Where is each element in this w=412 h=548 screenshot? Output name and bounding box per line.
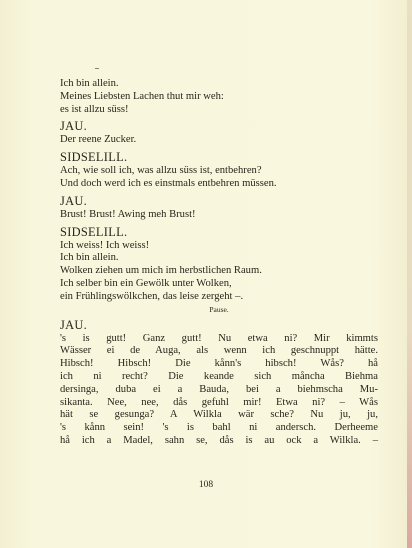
verse-line: es ist allzu süss! [60, 103, 129, 115]
speaker-name: JAU. [60, 193, 88, 208]
verse-line: Meines Liebsten Lachen thut mir weh: [60, 90, 224, 102]
verse-line: ein Frühlingswölkchen, das leise zergeht –. [60, 290, 244, 302]
verse-line: Ach, wie soll ich, was allzu süss ist, entbehren? [60, 165, 262, 177]
verse-line: Ich bin allein. [60, 252, 119, 264]
prose-line: Hibsch! Hibsch! Die kånn's hibsch! Wås? hå [60, 358, 378, 370]
verse-line: Und doch werd ich es einstmals entbehren müssen. [60, 177, 277, 189]
prose-line: hå ich a Madel, sahn se, dås is au ock a Wilkla. – [60, 434, 378, 446]
verse-line: Brust! Brust! Awing meh Brust! [60, 208, 196, 220]
page-number: 108 [198, 480, 214, 490]
prose-line: 's is gutt! Ganz gutt! Nu etwa ni? Mir kimmts [60, 332, 378, 344]
prose-line: ich ni recht? Die keande sich måncha Biehma [60, 370, 378, 382]
stage-direction: Pause. [209, 304, 229, 314]
speaker-name: JAU. [60, 119, 88, 134]
verse-line: Ich weiss! Ich weiss! [60, 239, 150, 251]
verse-line: Ich selber bin ein Gewölk unter Wolken, [60, 277, 232, 289]
page-edge [407, 0, 412, 548]
prose-line: Wässer ei de Auga, als wenn ich geschnuppt hätte. [60, 345, 378, 357]
verse-line: Der reene Zucker. [60, 134, 137, 146]
prose-line: 's kånn sein! 's is bahl ni andersch. Derheeme [60, 422, 378, 434]
prose-line: hät se gesunga? A Wilkla wär sche? Nu ju, ju, [60, 409, 378, 421]
prose-line: sikanta. Nee, nee, dås gefuhl mir! Etwa ni? – Wås [60, 396, 378, 408]
prose-line: dersinga, duba ei a Bauda, bei a biehmscha Mu- [60, 383, 378, 395]
speaker-name: SIDSELILL. [60, 150, 128, 165]
verse-line: Wolken ziehen um mich im herbstlichen Raum. [60, 265, 262, 277]
ink-speck [95, 68, 99, 69]
page-text [60, 78, 378, 448]
speaker-name: SIDSELILL. [60, 224, 128, 239]
verse-line: Ich bin allein. [60, 78, 119, 89]
speaker-name: JAU. [60, 317, 88, 332]
